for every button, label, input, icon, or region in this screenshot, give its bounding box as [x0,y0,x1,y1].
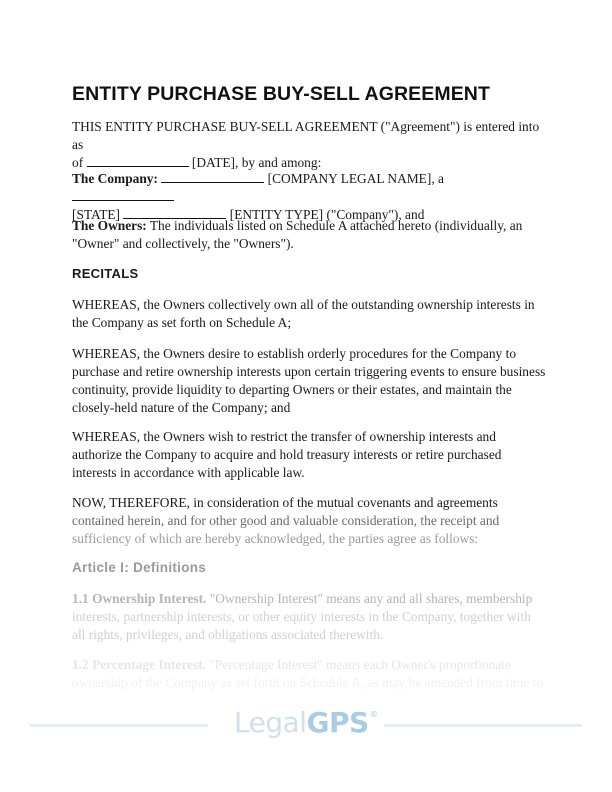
section-1-1 [72,590,547,644]
section-1-2-line-1: "Percentage Interest" means each Owner's proportionate [209,657,511,672]
section-1-2-line-2: ownership of the Company as set forth on Schedule A, as may be amended from time to [72,675,544,690]
state-blank[interactable] [72,189,174,201]
recitals-heading: RECITALS [72,266,139,281]
article-1-heading: Article I: Definitions [72,560,207,575]
entity-type-label: [ENTITY TYPE] ("Company"), and [229,207,425,222]
now-therefore-paragraph [72,494,547,548]
date-label: [DATE], by and among: [191,155,322,170]
section-1-2-title: 1.2 Percentage Interest. [72,657,207,672]
section-1-2 [72,656,547,692]
intro-paragraph [72,118,547,172]
owners-label: The Owners: [72,218,147,233]
section-1-1-line-1: "Ownership Interest" means any and all shares, membership [209,591,533,606]
document-title: ENTITY PURCHASE BUY-SELL AGREEMENT [72,83,491,105]
date-blank[interactable] [87,155,189,167]
company-name-blank[interactable] [161,171,264,183]
section-1-1-title: 1.1 Ownership Interest. [72,591,207,606]
intro-line-1: THIS ENTITY PURCHASE BUY-SELL AGREEMENT ("Agreement") is entered into as [72,119,540,152]
state-label: [STATE] [72,207,121,222]
logo-legal-text: Legal [234,706,307,739]
footer-divider-left [30,724,208,727]
registered-mark-icon: ® [369,710,378,719]
logo-gps-text: GPS [306,706,369,739]
recital-3: WHEREAS, the Owners wish to restrict the transfer of ownership interests and authorize the Company to acquire and hold treasury interests or retire purchased interests in accordance with applicable law. [72,429,502,480]
company-label: The Company: [72,171,158,186]
company-paragraph [72,170,547,224]
legalgps-logo [234,706,377,739]
now-therefore-line-3: sufficiency of which are hereby acknowledged, the parties agree as follows: [72,531,479,546]
section-1-1-line-3: all rights, privileges, and obligations associated therewith. [72,627,384,642]
recital-2: WHEREAS, the Owners desire to establish orderly procedures for the Company to purchase and retire ownership interests upon certain triggering events to ensure business continuity, provide liquidity to departing Owners or their estates, and maintain the closely-held nature of the Company; and [72,346,546,415]
owners-text: The individuals listed on Schedule A attached hereto (individually, an "Owner" and collectively, the "Owners"). [72,218,523,251]
now-therefore-line-1: NOW, THEREFORE, in consideration of the mutual covenants and agreements [72,495,498,510]
now-therefore-line-2: contained herein, and for other good and valuable consideration, the receipt and [72,513,500,528]
recital-1: WHEREAS, the Owners collectively own all of the outstanding ownership interests in the Company as set forth on Schedule A; [72,297,535,330]
footer-divider-right [384,724,582,727]
company-name-label: [COMPANY LEGAL NAME], a [267,171,444,186]
intro-of: of [72,155,84,170]
owners-paragraph [72,217,547,253]
section-1-1-line-2: interests, partnership interests, or other equity interests in the Company, together with [72,609,531,624]
